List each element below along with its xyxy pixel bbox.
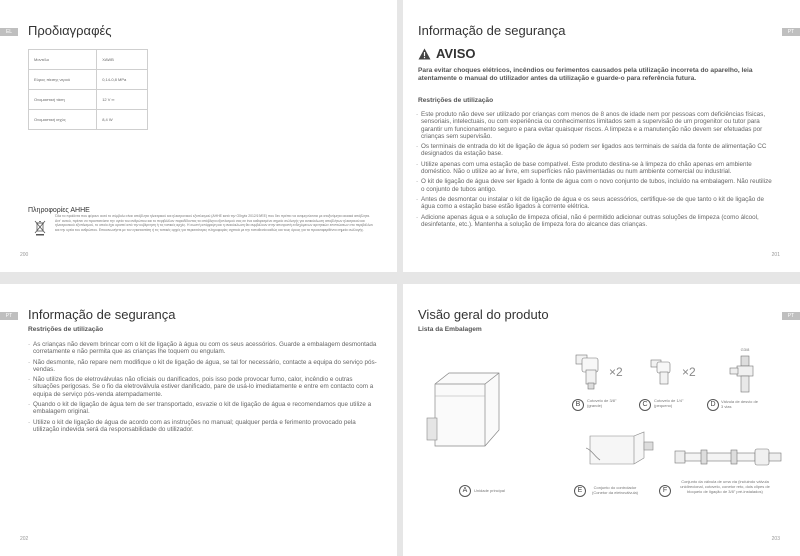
language-tab: PT bbox=[0, 312, 18, 320]
list-item: · Adicione apenas água e a solução de limpeza oficial, não é permitido adicionar outras soluções de limpeza (como álcool, desinfetante, etc.). Mantenha a solução de limpeza fora do alcance das crianças. bbox=[416, 214, 774, 229]
spec-value: 8,4 W bbox=[97, 110, 148, 130]
spec-value: XAWB bbox=[97, 50, 148, 70]
page-safety-2 bbox=[0, 284, 397, 556]
item-letter-a: A bbox=[459, 485, 471, 497]
item-letter-b: B bbox=[572, 399, 584, 411]
list-item: · Não utilize fios de eletroválvulas não oficiais ou danificados, pois isso pode provocar fumo, calor, incêndio e outras situações perigosas. Se o fio da eletroválvula estiver danificado, pare de usá-lo imediatamente e entre em contacto com a equipa de serviço pós-venda atempadamente. bbox=[28, 376, 378, 398]
page-title: Προδιαγραφές bbox=[28, 23, 112, 38]
quantity-label-c: ×2 bbox=[682, 365, 696, 379]
page-number: 201 bbox=[771, 252, 780, 258]
item-caption-b: Cotovelo de 3/8" (grande) bbox=[587, 398, 617, 408]
language-tab: EL bbox=[0, 28, 18, 36]
weee-text: Όλα τα προϊόντα που φέρουν αυτό το σύμβολο είναι απόβλητα ηλεκτρικού και ηλεκτρονικού εξοπλισμού (ΑΗΗΕ κατά την Οδηγία 2012/19/ΕΕ) που δεν πρέπει να αναμιγνύονται με αταξινόμητα οικιακά απόβλητα. Αντ' αυτού, πρέπει να προστατεύετε την υγεία του ανθρώπου και το περιβάλλον παραδίδοντας τα απόβλητα εξοπλισμού σας σε ένα καθορισμένο σημείο συλλογής για ανακύκλωση αποβλήτων ηλεκτρικού και ηλεκτρονικού εξοπλισμού, το οποίο έχει οριστεί από την κυβέρνηση ή τις τοπικές αρχές. Η σωστή απόρριψη και η ανακύκλωση θα συμβάλουν στην αποτροπή ενδεχόμενων αρνητικών επιπτώσεων στο περιβάλλον και την υγεία του ανθρώπου. Επικοινωνήστε με τον εγκαταστάτη ή τις τοπικές αρχές για περισσότερες πληροφορίες σχετικά με την τοποθεσία καθώς και τους όρους για τα προαναφερθέντα σημεία συλλογής. bbox=[55, 214, 374, 232]
list-item: · Este produto não deve ser utilizado por crianças com menos de 8 anos de idade nem por pessoas com deficiências físicas, sensoriais, intelectuais, ou com experiência ou conhecimentos limitados sem a supervisão de um progenitor ou tutor para garantir um funcionamento seguro e para evitar quaisquer riscos. A limpeza e a manutenção não devem ser efetuadas por crianças sem supervisão. bbox=[416, 111, 774, 140]
spec-label: Εύρος πίεσης νερού bbox=[29, 70, 97, 90]
item-caption-c: Cotovelo de 1/4" (pequeno) bbox=[654, 398, 684, 408]
elbow-small-image bbox=[649, 354, 677, 390]
spec-value: 12 V ═ bbox=[97, 90, 148, 110]
item-caption-e: Conjunto do controlador (Conetor da eletroválvula) bbox=[591, 485, 639, 495]
table-row bbox=[29, 110, 148, 130]
list-item: · As crianças não devem brincar com o kit de ligação à água ou com os seus acessórios. Guarde a embalagem desmontada corretamente e não permita que as crianças lhe toquem ou engulam. bbox=[28, 341, 378, 356]
controller-image bbox=[586, 430, 656, 468]
list-item: · O kit de ligação de água deve ser ligado à fonte de água com o novo conjunto de tubos, incluído na embalagem. Não reutilize o conjunto de tubos antigo. bbox=[416, 178, 774, 193]
section-subtitle: Restrições de utilização bbox=[418, 97, 494, 104]
list-item: · Os terminais de entrada do kit de ligação de água só podem ser ligados aos terminais de saída da fonte de alimentação CC designados da estação base. bbox=[416, 143, 774, 158]
spec-label: Ονομαστική ισχύς bbox=[29, 110, 97, 130]
page-title: Visão geral do produto bbox=[418, 307, 549, 322]
page-title: Informação de segurança bbox=[28, 307, 176, 322]
spec-label: Ονομαστική τάση bbox=[29, 90, 97, 110]
page-title: Informação de segurança bbox=[418, 23, 566, 38]
language-tab: PT bbox=[782, 28, 800, 36]
one-way-valve-image bbox=[673, 441, 785, 471]
warning-title: AVISO bbox=[436, 46, 476, 61]
spec-table bbox=[28, 49, 148, 130]
spec-value: 0,14-0,8 MPa bbox=[97, 70, 148, 90]
page-number: 203 bbox=[771, 536, 780, 542]
page-number: 200 bbox=[20, 252, 29, 258]
table-row bbox=[29, 90, 148, 110]
quantity-label-b: ×2 bbox=[609, 365, 623, 379]
restrictions-list bbox=[416, 111, 774, 231]
crossed-bin-icon bbox=[34, 220, 46, 236]
section-subtitle: Lista da Embalagem bbox=[418, 326, 482, 333]
main-unit-image bbox=[425, 368, 503, 460]
page-number: 202 bbox=[20, 536, 29, 542]
warning-header bbox=[418, 46, 476, 61]
language-tab: PT bbox=[782, 312, 800, 320]
spec-label: Μοντέλο bbox=[29, 50, 97, 70]
item-caption-f: Conjunto da válvula de uma via (incluindo válvula unidirecional, cotovelo, conetor reto, dois clipes de bloqueio de ligação de 3/8" pré-instalados) bbox=[680, 479, 770, 494]
weee-title: Πληροφορίες ΑΗΗΕ bbox=[28, 207, 90, 214]
item-caption-a: Unidade principal bbox=[474, 488, 505, 493]
list-item: · Antes de desmontar ou instalar o kit de ligação de água e os seus acessórios, certifique-se de que tanto o kit de ligação de água como a estação base estão ligados à corrente elétrica. bbox=[416, 196, 774, 211]
elbow-large-image bbox=[573, 350, 603, 392]
item-letter-d: D bbox=[707, 399, 719, 411]
list-item: · Não desmonte, não repare nem modifique o kit de ligação de água, se tal for necessário, contacte a equipa do serviço pós-vendas. bbox=[28, 359, 378, 374]
warning-text: Para evitar choques elétricos, incêndios ou ferimentos causados pela utilização incorreta do aparelho, leia atentamente o manual do utilizador antes da utilização e guarde-o para referência futura. bbox=[418, 67, 753, 82]
table-row bbox=[29, 50, 148, 70]
list-item: · Utilize apenas com uma estação de base compatível. Este produto destina-se à limpeza do chão apenas em ambiente doméstico. Não o utilize ao ar livre, em superfícies não pavimentadas ou num ambiente comercial ou industrial. bbox=[416, 161, 774, 176]
item-letter-c: C bbox=[639, 399, 651, 411]
warning-icon bbox=[418, 48, 431, 60]
list-item: · Utilize o kit de ligação de água de acordo com as instruções no manual; qualquer perda e ferimento provocado pela utilização indevida será da responsabilidade do utilizador. bbox=[28, 419, 378, 434]
item-caption-d: Válvula de desvio de 3 vias bbox=[721, 399, 758, 409]
item-letter-e: E bbox=[574, 485, 586, 497]
table-row bbox=[29, 70, 148, 90]
thread-label: G3/8 bbox=[740, 347, 750, 352]
page-product-overview bbox=[403, 284, 800, 556]
section-subtitle: Restrições de utilização bbox=[28, 326, 104, 333]
diverter-valve-image bbox=[729, 354, 761, 396]
list-item: · Quando o kit de ligação de água tem de ser transportado, esvazie o kit de ligação de água e recomendamos que utilize a embalagem original. bbox=[28, 401, 378, 416]
item-letter-f: F bbox=[659, 485, 671, 497]
page-specifications-el bbox=[0, 0, 397, 272]
restrictions-list bbox=[28, 341, 378, 436]
